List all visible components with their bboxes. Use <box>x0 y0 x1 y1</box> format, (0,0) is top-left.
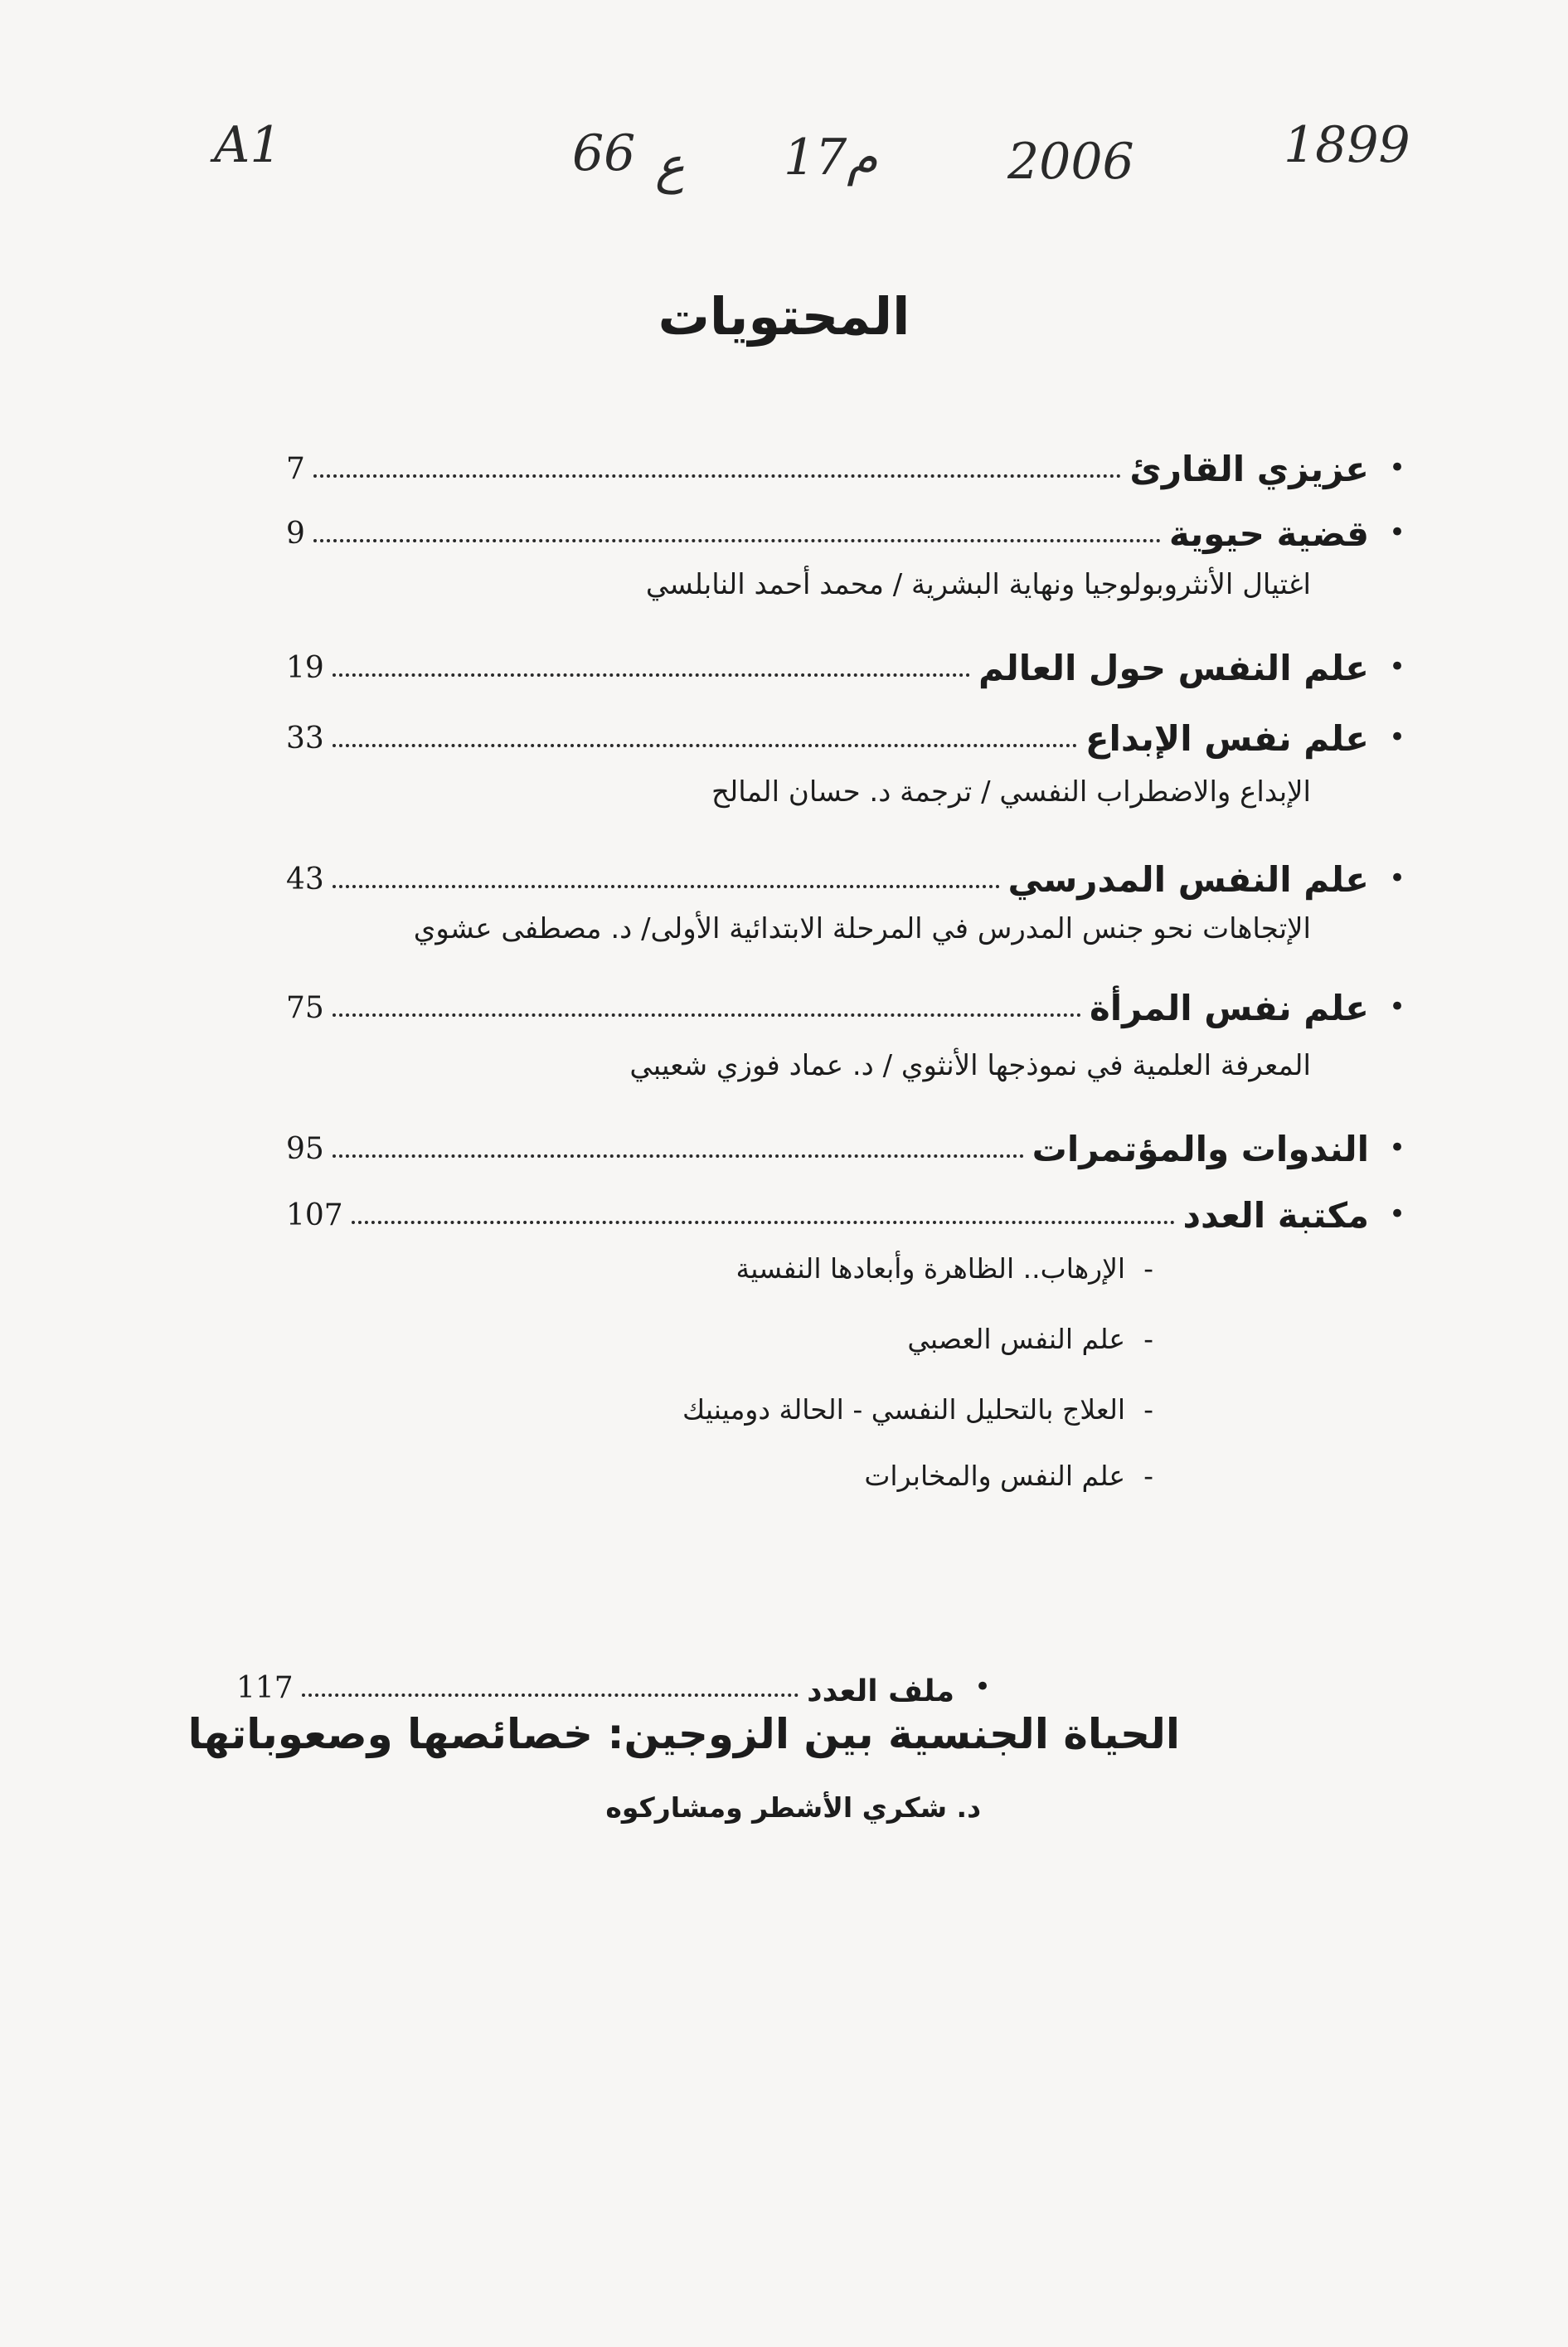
toc-subtitle: الإتجاهات نحو جنس المدرس في المرحلة الابتدائية الأولى/ د. مصطفى عشوي <box>413 912 1311 945</box>
dot-leader <box>333 743 1077 747</box>
toc-entry-title: علم النفس حول العالم <box>978 648 1369 688</box>
toc-entry-title: عزيزي القارئ <box>1129 449 1369 489</box>
toc-subtitle: المعرفة العلمية في نموذجها الأنثوي / د. عماد فوزي شعيبي <box>629 1049 1311 1082</box>
bullet: • <box>1388 451 1406 484</box>
bullet: • <box>1388 990 1406 1023</box>
toc-entry <box>286 842 1414 900</box>
dash-marker: - <box>1143 1393 1153 1426</box>
toc-page-number: 33 <box>286 722 324 756</box>
toc-entry-title: علم نفس الإبداع <box>1085 718 1369 759</box>
library-item-title: علم النفس العصبي <box>907 1323 1126 1355</box>
handwritten-note: 17م <box>784 129 878 187</box>
handwritten-note: A1 <box>214 116 282 174</box>
toc-entry <box>286 630 1414 688</box>
dot-leader <box>333 673 970 677</box>
library-item-title: الإرهاب.. الظاهرة وأبعادها النفسية <box>735 1252 1126 1285</box>
issue-file-page-number: 117 <box>236 1671 294 1705</box>
toc-entry-title: علم نفس المرأة <box>1089 988 1369 1028</box>
handwritten-note: ع <box>655 137 685 195</box>
library-item <box>736 1252 1153 1285</box>
bullet: • <box>1388 650 1406 683</box>
toc-page-number: 75 <box>286 991 324 1025</box>
handwritten-note: 1899 <box>1284 116 1410 174</box>
dash-marker: - <box>1143 1323 1153 1355</box>
toc-page-number: 19 <box>286 651 324 685</box>
toc-entry <box>286 431 1414 489</box>
dot-leader <box>302 1693 799 1697</box>
toc-entry-title: الندوات والمؤتمرات <box>1032 1129 1369 1169</box>
dot-leader <box>352 1220 1175 1224</box>
handwritten-note: 66 <box>572 124 636 182</box>
toc-page-number: 9 <box>286 517 305 551</box>
toc-entry <box>286 1111 1414 1169</box>
toc-entry <box>286 1178 1414 1236</box>
toc-entry-title: علم النفس المدرسي <box>1007 859 1369 900</box>
bullet: • <box>1388 1198 1406 1231</box>
library-item-title: العلاج بالتحليل النفسي - الحالة دومينيك <box>682 1393 1126 1426</box>
issue-file-label: ملف العدد <box>807 1674 954 1708</box>
dot-leader <box>333 1154 1024 1158</box>
toc-subtitle: اغتيال الأنثروبولوجيا ونهاية البشرية / محمد أحمد النابلسي <box>645 568 1311 601</box>
issue-file-author: د. شكري الأشطر ومشاركوه <box>605 1791 981 1824</box>
toc-page-number: 107 <box>286 1198 343 1232</box>
dot-leader <box>313 474 1121 478</box>
bullet: • <box>1388 1131 1406 1164</box>
dot-leader <box>333 1013 1081 1017</box>
toc-entry <box>286 970 1414 1028</box>
dash-marker: - <box>1143 1460 1153 1492</box>
toc-entry <box>286 701 1414 759</box>
toc-page-number: 43 <box>286 863 324 897</box>
library-item <box>907 1323 1153 1355</box>
issue-file-entry <box>236 1650 999 1708</box>
bullet: • <box>1388 862 1406 895</box>
dot-leader <box>333 884 1000 888</box>
handwritten-note: 2006 <box>1007 133 1134 191</box>
dash-marker: - <box>1143 1252 1153 1285</box>
toc-page-number: 95 <box>286 1132 324 1166</box>
bullet: • <box>1388 516 1406 549</box>
toc-page-number: 7 <box>286 452 305 486</box>
page-title: المحتويات <box>658 286 910 347</box>
toc-subtitle: الإبداع والاضطراب النفسي / ترجمة د. حسان المالح <box>711 775 1311 809</box>
issue-file-title: الحياة الجنسية بين الزوجين: خصائصها وصعوباتها <box>187 1710 1180 1758</box>
library-item <box>682 1393 1153 1426</box>
library-item <box>864 1460 1153 1492</box>
bullet: • <box>973 1670 992 1703</box>
dot-leader <box>313 538 1161 542</box>
toc-entry-title: مكتبة العدد <box>1182 1195 1369 1236</box>
library-item-title: علم النفس والمخابرات <box>864 1460 1126 1492</box>
bullet: • <box>1388 721 1406 754</box>
toc-entry <box>286 496 1414 554</box>
toc-entry-title: قضية حيوية <box>1168 513 1369 554</box>
